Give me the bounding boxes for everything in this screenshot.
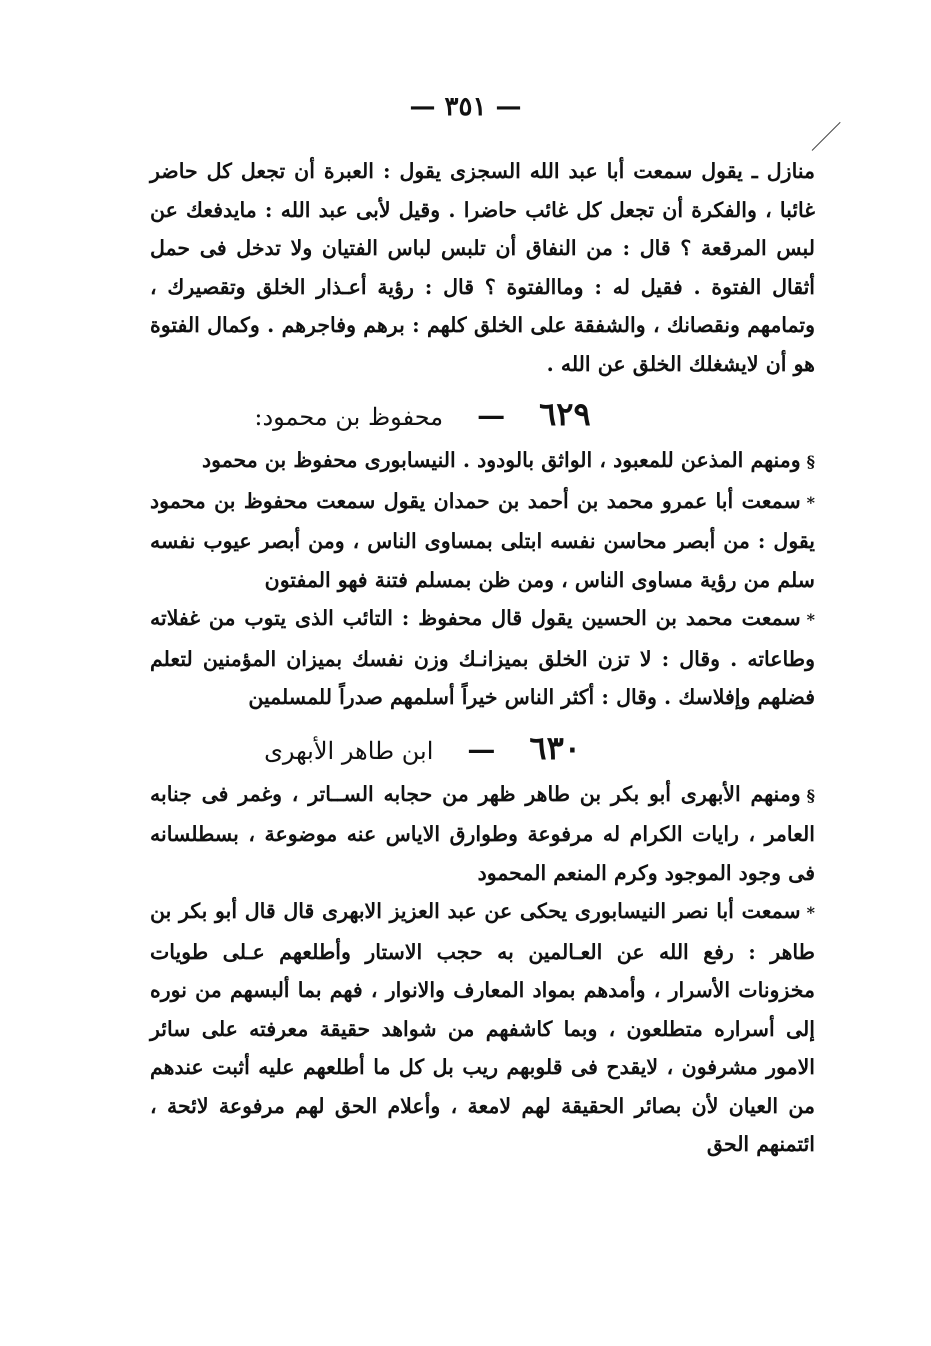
paragraph-text: ومنهم الأبهرى أبو بكر بن طاهر ظهر من حجابه الســاتر ، وغمر فى جنابه العامر ، رايات الكرام له مرفوعة وطوارق الاياس عنه موضوعة ، بسطلسانه فى وجود الموجود وكرم المنعم المحمود bbox=[150, 781, 815, 885]
entry-heading-629 bbox=[150, 387, 815, 441]
entry-paragraph bbox=[150, 599, 815, 717]
paragraph-text: سمعت أبا عمرو محمد بن أحمد بن حمدان يقول سمعت محفوظ بن محمود يقول : من أبصر محاسن نفسه ابتلى بمساوى الناس ، ومن أبصر عيوب نفسه سلم من رؤية مساوى الناس ، ومن ظن بمسلم فتنة فهو المفتون bbox=[150, 488, 815, 592]
entry-name: ابن طاهر الأبهرى bbox=[264, 736, 434, 765]
entry-paragraph bbox=[150, 482, 815, 600]
intro-paragraph: منازل ـ يقول سمعت أبا عبد الله السجزى يقول : العبرة أن تجعل كل حاضر غائبا ، والفكرة أن تجعل كل غائب حاضرا . وقيل لأبى عبد الله : مايدفعك عن لبس المرقعة ؟ قال : من النفاق أن تلبس لباس الفتيان ولا تدخل فى حمل أثقال الفتوة . فقيل له : وماالفتوة ؟ قال : رؤية أعـذار الخلق وتقصيرك ، وتمامهم ونقصانك ، والشفقة على الخلق كلهم : برهم وفاجرهم . وكمال الفتوة هو أن لايشغلك الخلق عن الله . bbox=[150, 159, 815, 376]
asterisk-icon: * bbox=[806, 610, 815, 629]
entry-paragraph bbox=[150, 892, 815, 1164]
page-number: — ٣٥١ — bbox=[409, 92, 522, 122]
section-mark-icon: § bbox=[806, 785, 815, 805]
entry-dash: — bbox=[477, 399, 506, 432]
entry-paragraph bbox=[150, 441, 815, 482]
page-body bbox=[150, 152, 815, 1164]
entry-heading-630 bbox=[150, 721, 815, 775]
paragraph-text: سمعت أبا نصر النيسابورى يحكى عن عبد العزيز الابهرى قال قال أبو بكر بن طاهر : رفع الله عن العـالمين به حجب الاستار وأطلعهم عـلى طويات مخزونات الأسرار ، وأمدهم بمواد المعارف والانوار ، فهم بما ألبسهم من نوره إلى أسراره متطلعون ، وبما كاشفهم من شواهد حقيقة معرفته على سائر الامور مشرفون ، لايقدح فى قلوبهم ريب بل كل ما أطلعهم عليه أثبت عندهم من العيان لأن بصائر الحقيقة لهم لامعة ، وأعلام الحق لهم مرفوعة لائحة ، ائتمنهم الحق bbox=[150, 899, 815, 1156]
entry-dash: — bbox=[467, 732, 496, 766]
entry-number: ٦٣٠ bbox=[529, 728, 581, 767]
section-mark-icon: § bbox=[806, 452, 815, 471]
asterisk-icon: * bbox=[806, 492, 815, 512]
paragraph-text: سمعت محمد بن الحسين يقول قال محفوظ : التائب الذى يتوب من غفلاته وطاعاته . وقال : لا تزن الخلق بميزانـك وزن نفسك بميزان المؤمنين لتعلم فضلهم وإفلاسك . وقال : أكثر الناس خيراً أسلمهم صدراً للمسلمين bbox=[150, 606, 815, 709]
asterisk-icon: * bbox=[806, 903, 815, 922]
entry-name: محفوظ بن محمود: bbox=[254, 403, 444, 431]
paragraph-text: ومنهم المذعن للمعبود ، الواثق بالودود . النيسابورى محفوظ بن محمود bbox=[201, 448, 801, 472]
entry-paragraph bbox=[150, 775, 815, 893]
entry-number: ٦٢٩ bbox=[539, 395, 591, 433]
margin-pencil-mark bbox=[812, 122, 841, 151]
